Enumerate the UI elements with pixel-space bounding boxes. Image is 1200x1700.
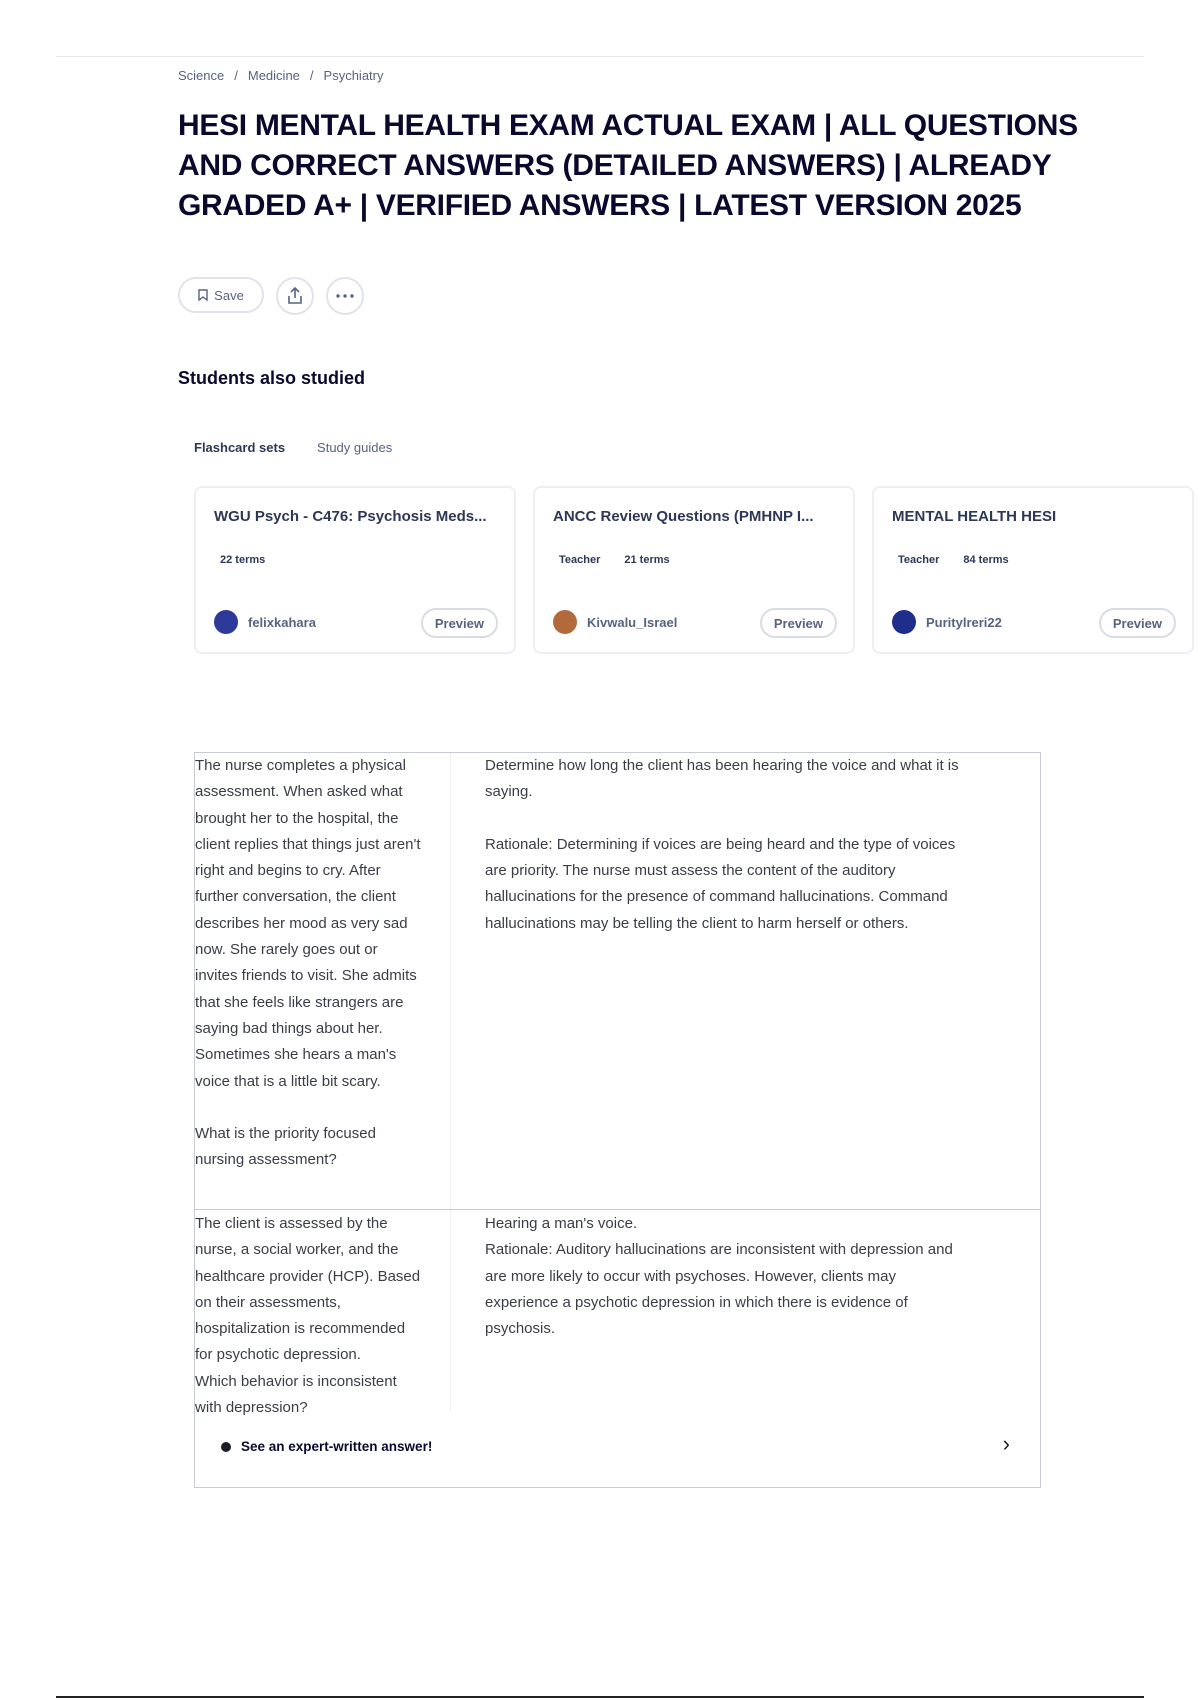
study-set-card[interactable] — [872, 486, 1194, 654]
share-button[interactable] — [276, 277, 314, 315]
more-button[interactable] — [326, 277, 364, 315]
terms-count: 21 terms — [624, 554, 670, 566]
username: felixkahara — [248, 614, 316, 630]
card-title: MENTAL HEALTH HESI — [892, 508, 1057, 525]
save-button[interactable] — [178, 277, 264, 313]
expert-answer-link[interactable] — [221, 1439, 432, 1454]
top-divider — [56, 56, 1144, 57]
card-user — [214, 610, 316, 634]
expert-answer-label: See an expert-written answer! — [241, 1439, 433, 1454]
preview-button[interactable]: Preview — [760, 608, 837, 638]
tab-study-guides[interactable]: Study guides — [317, 440, 393, 455]
avatar — [892, 610, 916, 634]
breadcrumb-separator: / — [234, 68, 238, 83]
preview-button[interactable]: Preview — [1099, 608, 1176, 638]
bookmark-icon — [198, 289, 208, 301]
breadcrumb-separator: / — [309, 68, 314, 83]
flashcard-table — [194, 752, 1041, 1488]
breadcrumb — [178, 68, 384, 83]
chevron-right-icon[interactable]: › — [1002, 1431, 1010, 1456]
students-also-studied-heading: Students also studied — [178, 368, 366, 388]
avatar — [553, 610, 577, 634]
username: Puritylreri22 — [926, 614, 1002, 630]
study-set-card[interactable] — [194, 486, 516, 654]
card-title: ANCC Review Questions (PMHNP I... — [553, 508, 814, 525]
breadcrumb-psychiatry[interactable]: Psychiatry — [323, 68, 384, 83]
definition-text: Determine how long the client has been hearing the voice and what it is saying. Rationale: Determining if voices are being heard and the type of voices are priority. The nurse must assess the content of the auditory hallucinations for the presence of command hallucinations. Command hallucinations may be telling the client to harm herself or others. — [485, 757, 959, 932]
breadcrumb-medicine[interactable]: Medicine — [247, 68, 300, 83]
table-row — [195, 1211, 1040, 1417]
tab-flashcard-sets[interactable]: Flashcard sets — [194, 440, 286, 455]
card-meta — [898, 554, 1009, 566]
card-meta — [220, 554, 265, 566]
study-tabs — [194, 440, 392, 455]
teacher-badge: Teacher — [898, 554, 940, 566]
column-divider — [450, 1211, 451, 1411]
action-row — [178, 277, 364, 315]
table-row — [195, 753, 1040, 1210]
column-divider — [450, 753, 451, 1209]
more-icon — [336, 294, 354, 298]
username: Kivwalu_Israel — [587, 614, 678, 630]
breadcrumb-science[interactable]: Science — [178, 68, 225, 83]
bottom-divider — [56, 1696, 1144, 1698]
save-label: Save — [214, 287, 244, 303]
terms-count: 84 terms — [963, 554, 1009, 566]
card-user — [553, 610, 677, 634]
study-set-carousel — [194, 486, 1162, 656]
study-set-card[interactable] — [533, 486, 855, 654]
terms-count: 22 terms — [220, 554, 266, 566]
term-text: The client is assessed by the nurse, a social worker, and the healthcare provider (HCP). Based on their assessments, hospitalization is recommended for psychotic depression. Which behavior is inconsistent with depression? — [195, 1215, 421, 1417]
teacher-badge: Teacher — [559, 554, 601, 566]
card-user — [892, 610, 1002, 634]
definition-text: Hearing a man's voice. Rationale: Auditory hallucinations are inconsistent with depression and are more likely to occur with psychoses. However, clients may experience a psychotic depression in which there is evidence of psychosis. — [485, 1215, 953, 1338]
bullet-icon — [221, 1442, 231, 1452]
avatar — [214, 610, 238, 634]
card-meta — [559, 554, 670, 566]
term-text: The nurse completes a physical assessment. When asked what brought her to the hospital, the client replies that things just aren't right and begins to cry. After further conversation, the client describes her mood as very sad now. She rarely goes out or invites friends to visit. She admits that she feels like strangers are saying bad things about her. Sometimes she hears a man's voice that is a little bit scary. What is the priority focused nursing assessment? — [195, 757, 421, 1169]
card-title: WGU Psych - C476: Psychosis Meds... — [214, 508, 487, 525]
share-icon — [287, 287, 303, 305]
preview-button[interactable]: Preview — [421, 608, 498, 638]
page-title: HESI MENTAL HEALTH EXAM ACTUAL EXAM | ALL QUESTIONS AND CORRECT ANSWERS (DETAILED ANSWERS) | ALREADY GRADED A+ | VERIFIED ANSWERS | LATEST VERSION 2025 — [178, 109, 1078, 222]
